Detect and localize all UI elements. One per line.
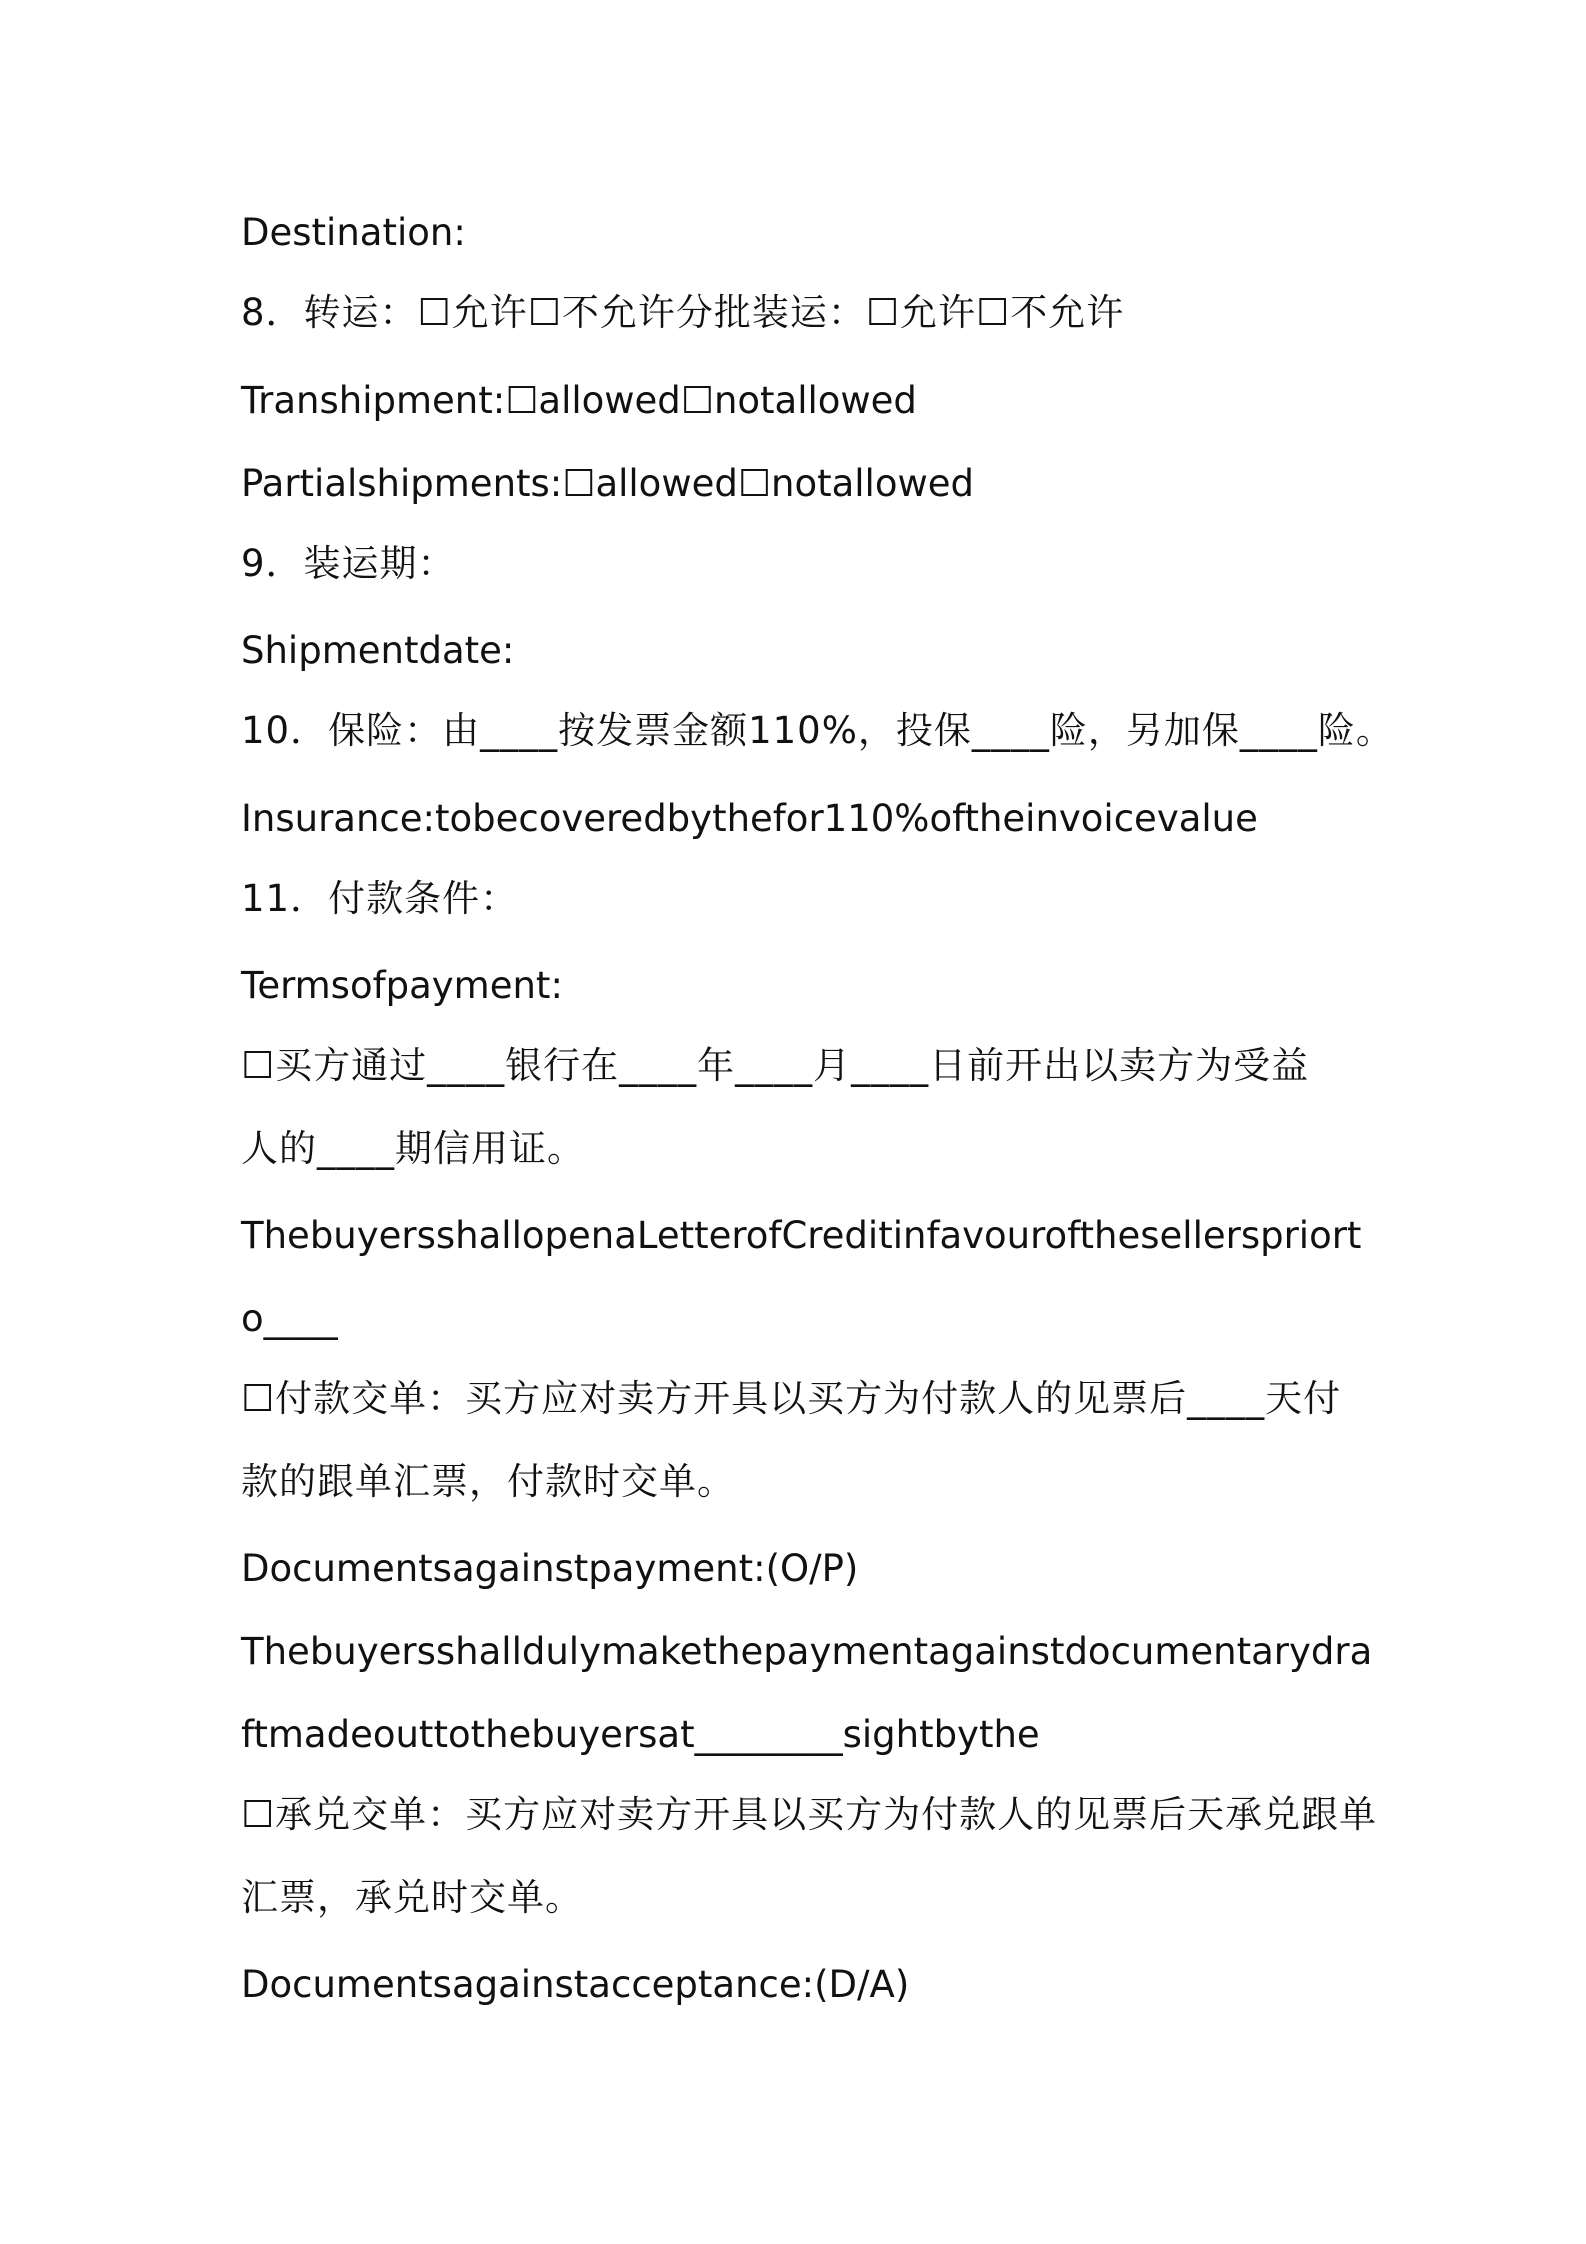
documents-against-payment-label: Documentsagainstpayment:(O/P) bbox=[241, 1547, 859, 1590]
da-clause-cn-line-2: 汇票，承兑时交单。 bbox=[241, 1876, 583, 1919]
shipment-date-label: Shipmentdate: bbox=[241, 629, 515, 672]
dp-clause-cn-line-1: ☐付款交单：买方应对卖方开具以买方为付款人的见票后____天付 bbox=[241, 1377, 1342, 1420]
destination-label: Destination: bbox=[241, 211, 466, 254]
dp-clause-cn-line-2: 款的跟单汇票，付款时交单。 bbox=[241, 1460, 735, 1503]
item-9-shipment-date-cn: 9．装运期： bbox=[241, 542, 456, 585]
transhipment-label: Transhipment:☐allowed☐notallowed bbox=[241, 379, 917, 422]
documents-against-acceptance-label: Documentsagainstacceptance:(D/A) bbox=[241, 1963, 910, 2006]
lc-clause-en-line-1: ThebuyersshallopenaLetterofCreditinfavourofthesellerspriort bbox=[241, 1214, 1362, 1257]
dp-clause-en-line-2: ftmadeouttothebuyersat________sightbythe bbox=[241, 1713, 1040, 1756]
partial-shipments-label: Partialshipments:☐allowed☐notallowed bbox=[241, 462, 974, 505]
item-11-payment-terms-cn: 11．付款条件： bbox=[241, 877, 519, 920]
lc-clause-cn-line-2: 人的____期信用证。 bbox=[241, 1127, 585, 1170]
dp-clause-en-line-1: Thebuyersshalldulymakethepaymentagainstdocumentarydra bbox=[241, 1630, 1373, 1673]
da-clause-cn-line-1: ☐承兑交单：买方应对卖方开具以买方为付款人的见票后天承兑跟单 bbox=[241, 1793, 1378, 1836]
terms-of-payment-label: Termsofpayment: bbox=[241, 964, 563, 1007]
item-10-insurance-cn: 10．保险：由____按发票金额110%，投保____险，另加保____险。 bbox=[241, 709, 1394, 752]
insurance-label: Insurance:tobecoveredbythefor110%oftheinvoicevalue bbox=[241, 797, 1258, 840]
lc-clause-cn-line-1: ☐买方通过____银行在____年____月____日前开出以卖方为受益 bbox=[241, 1044, 1310, 1087]
item-8-transhipment-cn: 8．转运：☐允许☐不允许分批装运：☐允许☐不允许 bbox=[241, 291, 1125, 334]
lc-clause-en-line-2: o____ bbox=[241, 1297, 338, 1340]
